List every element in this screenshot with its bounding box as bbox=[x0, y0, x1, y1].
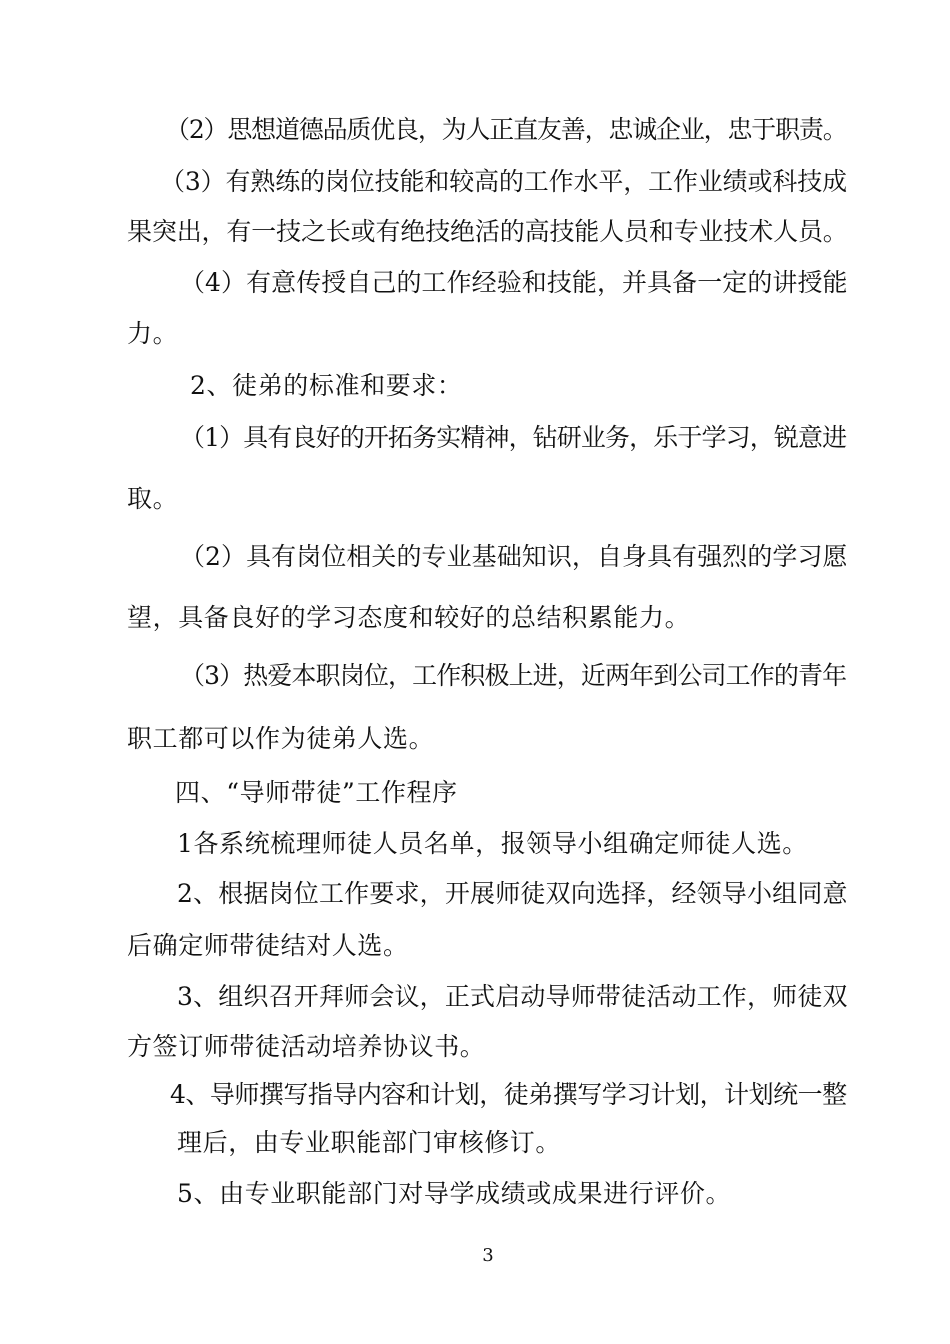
text-line-3: 果突出，有一技之长或有绝技绝活的高技能人员和专业技术人员。 bbox=[127, 217, 848, 246]
text-line-14: 1各系统梳理师徒人员名单，报领导小组确定师徒人选。 bbox=[177, 829, 808, 858]
text-line-4: （4）有意传授自己的工作经验和技能，并具备一定的讲授能 bbox=[180, 268, 848, 297]
text-line-21: 5、由专业职能部门对导学成绩或成果进行评价。 bbox=[177, 1179, 732, 1208]
text-line-15: 2、根据岗位工作要求，开展师徒双向选择，经领导小组同意 bbox=[177, 879, 848, 908]
section-heading: 四、“导师带徒”工作程序 bbox=[175, 778, 458, 807]
text-line-18: 方签订师带徒活动培养协议书。 bbox=[127, 1032, 486, 1061]
text-line-8: 取。 bbox=[127, 484, 179, 513]
text-line-1: （2）思想道德品质优良，为人正直友善，忠诚企业，忠于职责。 bbox=[165, 115, 847, 144]
text-line-9: （2）具有岗位相关的专业基础知识，自身具有强烈的学习愿 bbox=[180, 542, 848, 571]
text-line-2: （3）有熟练的岗位技能和较高的工作水平，工作业绩或科技成 bbox=[160, 167, 847, 196]
text-line-19: 4、导师撰写指导内容和计划，徒弟撰写学习计划，计划统一整 bbox=[170, 1080, 847, 1109]
page-number: 3 bbox=[482, 1245, 494, 1266]
text-line-11: （3）热爱本职岗位，工作积极上进，近两年到公司工作的青年 bbox=[180, 661, 847, 690]
text-line-10: 望，具备良好的学习态度和较好的总结积累能力。 bbox=[127, 603, 691, 632]
text-line-5: 力。 bbox=[127, 319, 179, 348]
text-line-12: 职工都可以作为徒弟人选。 bbox=[127, 724, 435, 753]
text-line-20: 理后，由专业职能部门审核修订。 bbox=[177, 1128, 562, 1157]
text-line-6: 2、徒弟的标准和要求： bbox=[190, 371, 463, 400]
text-line-16: 后确定师带徒结对人选。 bbox=[127, 931, 409, 960]
text-line-7: （1）具有良好的开拓务实精神，钻研业务，乐于学习，锐意进 bbox=[180, 423, 847, 452]
text-line-17: 3、组织召开拜师会议，正式启动导师带徒活动工作，师徒双 bbox=[177, 982, 848, 1011]
